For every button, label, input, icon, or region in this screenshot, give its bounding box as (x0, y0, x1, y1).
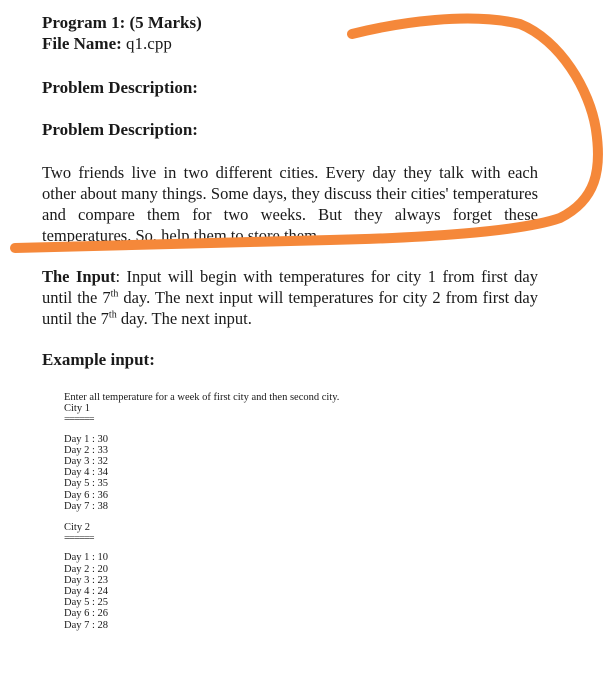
example-input-heading: Example input: (42, 350, 155, 369)
city1-title: City 1 (64, 403, 90, 415)
superscript-1: th (110, 288, 119, 300)
problem-description-text: Two friends live in two different cities. Every day they talk with each other about many things. Some days, they discuss their cities' temperatures and compare them for two weeks. But they always forget these temperatures. So, help them to store them (42, 163, 538, 245)
city2-day: Day 1 : 10 (64, 552, 109, 564)
input-text-3: day. The next input. (116, 309, 252, 328)
example-input-block (64, 392, 339, 631)
city2-day: Day 4 : 24 (64, 586, 109, 598)
file-name-line (42, 33, 202, 54)
city2-rule: ====== (64, 533, 94, 545)
city1-day: Day 6 : 36 (64, 489, 109, 501)
file-name-value: q1.cpp (126, 34, 172, 53)
city2-day: Day 7 : 28 (64, 619, 109, 631)
city2-title: City 2 (64, 522, 90, 534)
city1-day: Day 3 : 32 (64, 456, 109, 468)
example-intro: Enter all temperature for a week of first city and then second city. (64, 392, 340, 403)
input-text-1: : Input will begin with temperatures for city 1 from first day until the 7 (42, 267, 538, 307)
city1-day: Day 2 : 33 (64, 444, 109, 456)
city1-day: Day 4 : 34 (64, 467, 109, 479)
file-name-label: File Name: (42, 34, 122, 53)
city1-day: Day 5 : 35 (64, 478, 109, 490)
input-text-2: day. The next input will temperatures for city 2 from first day until the 7 (42, 288, 538, 328)
city2-day: Day 5 : 25 (64, 597, 109, 609)
city1-day: Day 7 : 38 (64, 500, 109, 512)
problem-description-heading: Problem Description: (42, 78, 198, 97)
city1-day: Day 1 : 30 (64, 433, 109, 445)
superscript-2: th (108, 309, 117, 321)
problem-description-heading-repeat: Problem Description: (42, 120, 198, 139)
city2-day: Day 2 : 20 (64, 563, 109, 575)
input-description (42, 266, 538, 329)
program-header (42, 12, 202, 54)
city2-day: Day 6 : 26 (64, 608, 109, 620)
city2-day: Day 3 : 23 (64, 574, 109, 586)
input-label: The Input (42, 267, 116, 286)
city1-rule: ====== (64, 414, 94, 426)
program-title: Program 1: (5 Marks) (42, 13, 202, 32)
